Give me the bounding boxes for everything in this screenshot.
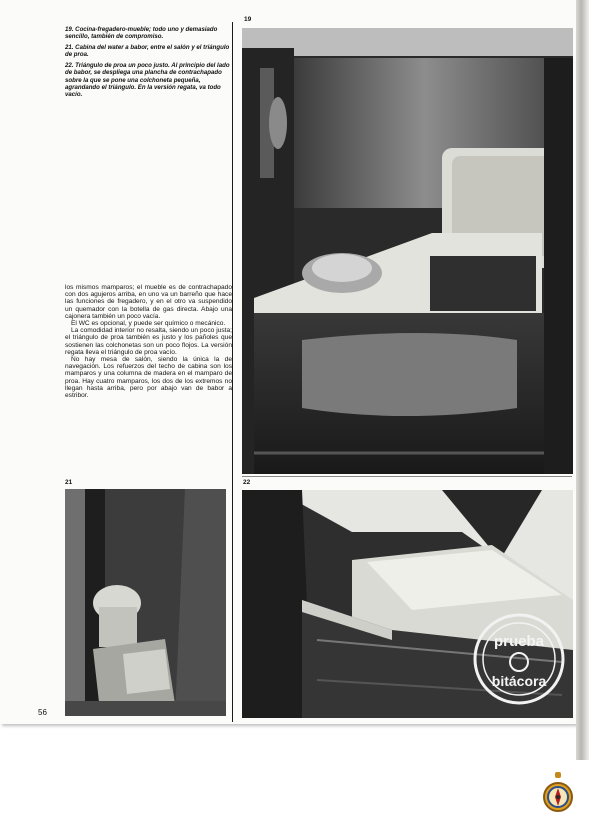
column-divider: [232, 22, 233, 722]
body-paragraph: La comodidad interior no resalta, siendo un poco justa; el triángulo de proa también es justo y los pañoles que sostienen las colchonetas son un poco flojos. La versión regata lleva el triángulo de proa vacío.: [65, 327, 232, 356]
photo-wc-cabin: [65, 489, 226, 716]
page-binding-edge: [576, 0, 589, 760]
body-paragraph: El WC es opcional, y puede ser químico o mecánico.: [71, 320, 226, 328]
watermark-line1: prueba: [493, 633, 545, 650]
watermark-line2: bitácora: [491, 673, 547, 689]
page-number: 56: [38, 708, 47, 717]
galley-photo-illustration: [242, 28, 573, 474]
wc-photo-illustration: [65, 489, 226, 716]
photo-galley: [242, 28, 573, 474]
figure-number-21: 21: [65, 479, 73, 486]
watermark-seal-icon: [472, 612, 566, 706]
body-paragraph: No hay mesa de salón, siendo la única la de navegación. Los refuerzos del techo de cabina son los mamparos y una columna de madera en el mamparo de proa. Hay cuatro mamparos, los dos de los extremos no llegan hasta arriba, pero por abajo van de babor a estribor.: [65, 356, 232, 400]
row-divider: [242, 476, 572, 477]
figure-number-22: 22: [243, 479, 251, 486]
article-body: [65, 284, 232, 399]
caption-21: 21. Cabina del water a babor, entre el salón y el triángulo de proa.: [65, 44, 230, 59]
body-paragraph: los mismos mamparos; el mueble es de contrachapado con dos agujeros arriba, en uno va un barreño que hace las funciones de fregadero, y en el otro va suspendido un quemador con la botella de gas directa. Abajo una cajonera también un poco vacía.: [65, 284, 232, 320]
figure-number-19: 19: [244, 16, 252, 23]
prueba-bitacora-watermark: [472, 612, 566, 706]
compass-icon: [542, 772, 574, 816]
caption-22: 22. Triángulo de proa un poco justo. Al principio del lado de babor, se despliega una plancha de contrachapado sobre la que se pone una colchoneta pequeña, agrandando el triángulo. En la versión regata, va todo vacío.: [65, 62, 230, 98]
compass-stamp-icon: [542, 772, 574, 816]
caption-19: 19. Cocina-fregadero-mueble; todo uno y demasiado sencillo, también de compromiso.: [65, 26, 218, 41]
photo-captions: [65, 26, 231, 102]
